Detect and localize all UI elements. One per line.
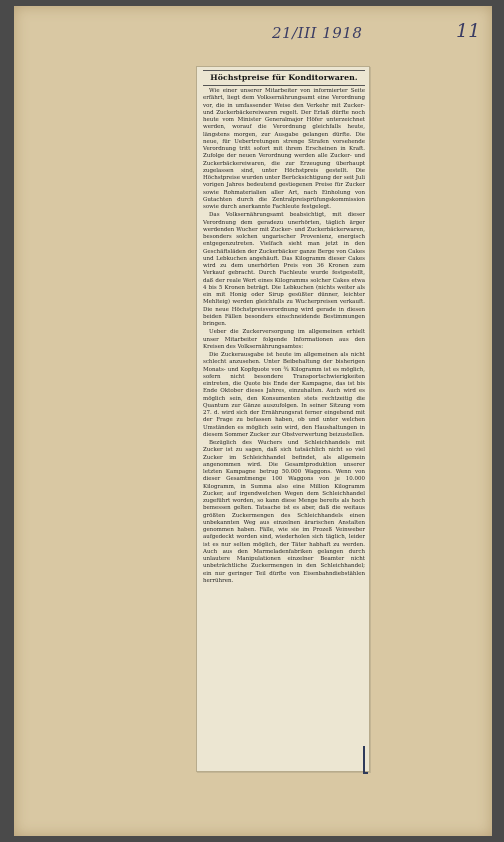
headline-rule-top [203,70,365,71]
article-paragraph: Wie einer unserer Mitarbeiter von informierter Seite erfährt, liegt dem Volksernährungsamt eine Verordnung vor, die in umfassender Weise den Verkehr mit Zucker- und Zuckerbäckereiwaren regelt. Der Erlaß dürfte noch heute vom Minister Generalmajor Höfer unterzeichnet werden, worauf die Verordnung gleichfalls heute, längstens morgen, zur Ausgabe gelangen dürfte. Die neue, für Uebertretungen strenge Strafen vorsehende Verordnung tritt sofort mit ihrem Erscheinen in Kraft. Zufolge der neuen Verordnung werden alle Zucker- und Zuckerbäckereiwaren, die zur Erzeugung überhaupt zugelassen sind, unter Höchstpreis gestellt. Die Höchstpreise wurden unter Berücksichtigung der seit Juli vorigen Jahres bedeutend gestiegenen Preise für Zucker sowie Rohmaterialien aller Art, nach Einholung von Gutachten durch die Zentralpreisprüfungskommission sowie durch anerkannte Fachleute festgelegt. [203,88,365,210]
article-paragraph: Bezüglich des Wuchers und Schleichhandels mit Zucker ist zu sagen, daß sich tatsächlich nicht so viel Zucker im Schleichhandel befindet, als allgemein angenommen wird. Die Gesamtproduktion unserer letzten Kampagne betrug 50.000 Waggons. Wenn von dieser Gesamtmenge 100 Waggons von je 10.000 Kilogramm, in Summa also eine Million Kilogramm Zucker, auf irgendwelchen Wegen dem Schleichhandel zugeführt worden, so kann diese Menge bereits als hoch bemessen gelten. Tatsache ist es aber, daß die weitaus größten Zuckermengen des Schleichhandels einen unbekannten Weg aus einzelnen ärarischen Anstalten genommen haben. Fälle, wie sie im Prozeß Veinweber aufgedeckt worden sind, wiederholen sich täglich, leider ist es nur selten möglich, der Täter habhaft zu werden. Auch aus den Marmeladenfabriken gelangen durch unlautere Manipulationen einzelner Beamter nicht unbeträchtliche Zuckermengen in den Schleichhandel; ein nur geringer Teil dürfte von Eisenbahndiebstählen herrühren. [203,440,365,584]
headline-rule-bottom [203,85,365,86]
article-paragraph: Ueber die Zuckerversorgung im allgemeinen erhielt unser Mitarbeiter folgende Informationen aus den Kreisen des Volksernährungsamtes: [203,329,365,350]
article-paragraph: Die Zuckerausgabe ist heute im allgemeinen als nicht schlecht anzusehen. Unter Beibehaltung der bisherigen Monats- und Kopfquote von ¾ Kilogramm ist es möglich, sofern nicht besondere Transportschwierigkeiten eintreten, die Quote bis Ende der Kampagne, das ist bis Ende Oktober dieses Jahres, einzuhalten. Auch wird es möglich sein, den Konsumenten stets rechtzeitig die Quantum zur Gänze auszufolgen. In seiner Sitzung vom 27. d. wird sich der Ernährungsrat ferner eingehend mit der Frage zu befassen haben, ob und unter welchen Umständen es möglich sein wird, den Haushaltungen in diesem Sommer Zucker zur Obstverwertung beizustellen. [203,352,365,438]
handwritten-page-number: 11 [456,20,481,42]
newspaper-clipping [196,66,370,772]
handwritten-date: 21/III 1918 [272,24,363,42]
article-headline: Höchstpreise für Konditorwaren. [210,73,358,82]
article-paragraph: Das Volksernährungsamt beabsichtigt, mit dieser Verordnung dem geradezu unerhörten, täglich ärger werdenden Wucher mit Zucker- und Zuckerbäckerwaren, besonders solchen ungarischer Provenienz, energisch entgegenzutreten. Vielfach sieht man jetzt in den Geschäftsläden der Zuckerbäcker ganze Berge von Cakes und Lebkuchen angehäuft. Das Kilogramm dieser Cakes wird zu dem unerhörten Preis von 36 Kronen zum Verkauf gebracht. Durch Fachleute wurde festgestellt, daß der reale Wert eines Kilogramms solcher Cakes etwa 4 bis 5 Kronen beträgt. Die Lebkuchen (nichts weiter als ein mit Honig oder Sirup gesüßter dünner, leichter Mehlteig) werden gleichfalls zu Wucherpreisen verkauft. Die neue Höchstpreisverordnung wird gerade in diesen beiden Fällen besonders einschneidende Bestimmungen bringen. [203,212,365,327]
pencil-bracket-mark [363,746,368,774]
